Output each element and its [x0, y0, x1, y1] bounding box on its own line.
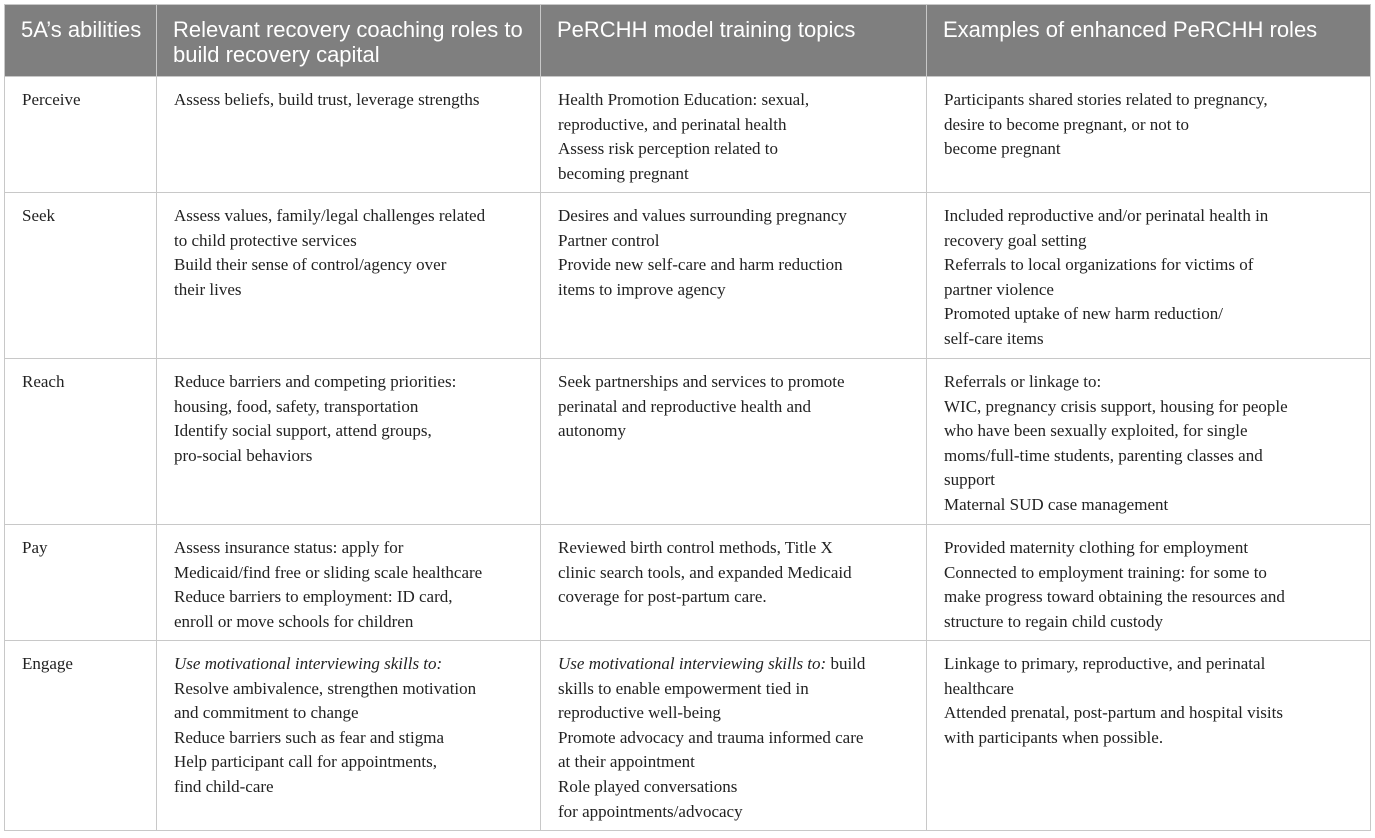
roles-line: and commitment to change: [174, 703, 359, 723]
topics-cell: [541, 193, 927, 359]
examples-line: self-care items: [944, 328, 1044, 348]
topics-line: items to improve agency: [558, 279, 726, 299]
roles-cell: [157, 641, 541, 831]
roles-intro: Use motivational interviewing skills to:: [174, 654, 443, 673]
table-row: [5, 525, 1371, 641]
examples-line: Included reproductive and/or perinatal health in: [944, 206, 1269, 225]
table-row: [5, 641, 1371, 831]
examples-line: Referrals or linkage to:: [944, 372, 1102, 391]
examples-line: desire to become pregnant, or not to: [944, 114, 1190, 134]
roles-line: pro-social behaviors: [174, 445, 313, 465]
examples-line: moms/full-time students, parenting classes and: [944, 445, 1263, 465]
roles-line: to child protective services: [174, 230, 357, 250]
table-row: [5, 193, 1371, 359]
examples-line: WIC, pregnancy crisis support, housing for people: [944, 396, 1288, 416]
topics-line: reproductive, and perinatal health: [558, 114, 787, 134]
examples-line: who have been sexually exploited, for single: [944, 421, 1248, 441]
topics-line: Reviewed birth control methods, Title X: [558, 538, 833, 557]
topics-line: Role played conversations: [558, 776, 738, 796]
roles-cell: [157, 359, 541, 525]
roles-line: Reduce barriers to employment: ID card,: [174, 587, 453, 607]
topics-intro-tail: build: [826, 654, 866, 673]
topics-line: Partner control: [558, 230, 660, 250]
topics-line: clinic search tools, and expanded Medicaid: [558, 562, 852, 582]
examples-line: healthcare: [944, 678, 1014, 698]
ability-label: Engage: [22, 654, 73, 673]
topics-intro-line: [558, 652, 914, 677]
examples-line: Promoted uptake of new harm reduction/: [944, 304, 1224, 324]
table-row: [5, 359, 1371, 525]
header-training-topics: PeRCHH model training topics: [541, 5, 927, 77]
roles-cell: [157, 525, 541, 641]
ability-label: Seek: [22, 206, 56, 225]
examples-line: recovery goal setting: [944, 230, 1087, 250]
ability-cell: [5, 359, 157, 525]
topics-line: autonomy: [558, 421, 626, 441]
examples-line: Attended prenatal, post-partum and hospital visits: [944, 703, 1283, 723]
topics-line: becoming pregnant: [558, 163, 689, 183]
topics-line: for appointments/advocacy: [558, 801, 743, 821]
topics-line: reproductive well-being: [558, 703, 721, 723]
examples-cell: [927, 641, 1371, 831]
header-enhanced-roles: Examples of enhanced PeRCHH roles: [927, 5, 1371, 77]
roles-line: Assess values, family/legal challenges related: [174, 206, 486, 225]
examples-cell: [927, 359, 1371, 525]
roles-line: Assess insurance status: apply for: [174, 538, 404, 557]
examples-line: structure to regain child custody: [944, 611, 1164, 631]
topics-line: coverage for post-partum care.: [558, 587, 767, 607]
header-row: [5, 5, 1371, 77]
topics-line: skills to enable empowerment tied in: [558, 678, 809, 698]
examples-line: support: [944, 470, 995, 490]
roles-line: Medicaid/find free or sliding scale healthcare: [174, 562, 483, 582]
ability-label: Reach: [22, 372, 65, 391]
topics-line: Provide new self-care and harm reduction: [558, 255, 843, 275]
roles-line: find child-care: [174, 776, 274, 796]
examples-cell: [927, 193, 1371, 359]
examples-line: Provided maternity clothing for employment: [944, 538, 1249, 557]
roles-line: Build their sense of control/agency over: [174, 255, 447, 275]
examples-line: Participants shared stories related to pregnancy,: [944, 90, 1268, 109]
examples-cell: [927, 77, 1371, 193]
ability-label: Perceive: [22, 90, 81, 109]
ability-cell: [5, 77, 157, 193]
ability-cell: [5, 193, 157, 359]
ability-cell: [5, 641, 157, 831]
examples-line: make progress toward obtaining the resources and: [944, 587, 1285, 607]
ability-label: Pay: [22, 538, 48, 557]
roles-line: enroll or move schools for children: [174, 611, 414, 631]
topics-line: at their appointment: [558, 752, 695, 772]
topics-line: Health Promotion Education: sexual,: [558, 90, 810, 109]
topics-line: Promote advocacy and trauma informed care: [558, 727, 864, 747]
roles-line: Resolve ambivalence, strengthen motivation: [174, 678, 477, 698]
roles-cell: [157, 77, 541, 193]
examples-line: Connected to employment training: for some to: [944, 562, 1267, 582]
roles-line: Help participant call for appointments,: [174, 752, 437, 772]
examples-line: with participants when possible.: [944, 727, 1164, 747]
roles-cell: [157, 193, 541, 359]
roles-table: [4, 4, 1371, 831]
roles-line: Identify social support, attend groups,: [174, 421, 432, 441]
examples-cell: [927, 525, 1371, 641]
examples-line: Referrals to local organizations for victims of: [944, 255, 1254, 275]
topics-line: Desires and values surrounding pregnancy: [558, 206, 847, 225]
roles-line: housing, food, safety, transportation: [174, 396, 419, 416]
topics-cell: [541, 77, 927, 193]
roles-line: their lives: [174, 279, 242, 299]
topics-line: perinatal and reproductive health and: [558, 396, 811, 416]
examples-line: become pregnant: [944, 139, 1061, 159]
examples-line: partner violence: [944, 279, 1054, 299]
topics-cell: [541, 359, 927, 525]
topics-cell: [541, 525, 927, 641]
topics-line: Seek partnerships and services to promote: [558, 372, 845, 391]
header-abilities: 5A’s abilities: [5, 5, 157, 77]
table-row: [5, 77, 1371, 193]
ability-cell: [5, 525, 157, 641]
topics-intro: Use motivational interviewing skills to:: [558, 654, 827, 673]
examples-line: Maternal SUD case management: [944, 494, 1169, 514]
topics-cell: [541, 641, 927, 831]
roles-line: Reduce barriers and competing priorities:: [174, 372, 457, 391]
roles-line: Assess beliefs, build trust, leverage strengths: [174, 90, 480, 109]
header-coaching-roles: Relevant recovery coaching roles to build recovery capital: [157, 5, 541, 77]
examples-line: Linkage to primary, reproductive, and perinatal: [944, 654, 1266, 673]
roles-line: Reduce barriers such as fear and stigma: [174, 727, 444, 747]
topics-line: Assess risk perception related to: [558, 139, 778, 159]
